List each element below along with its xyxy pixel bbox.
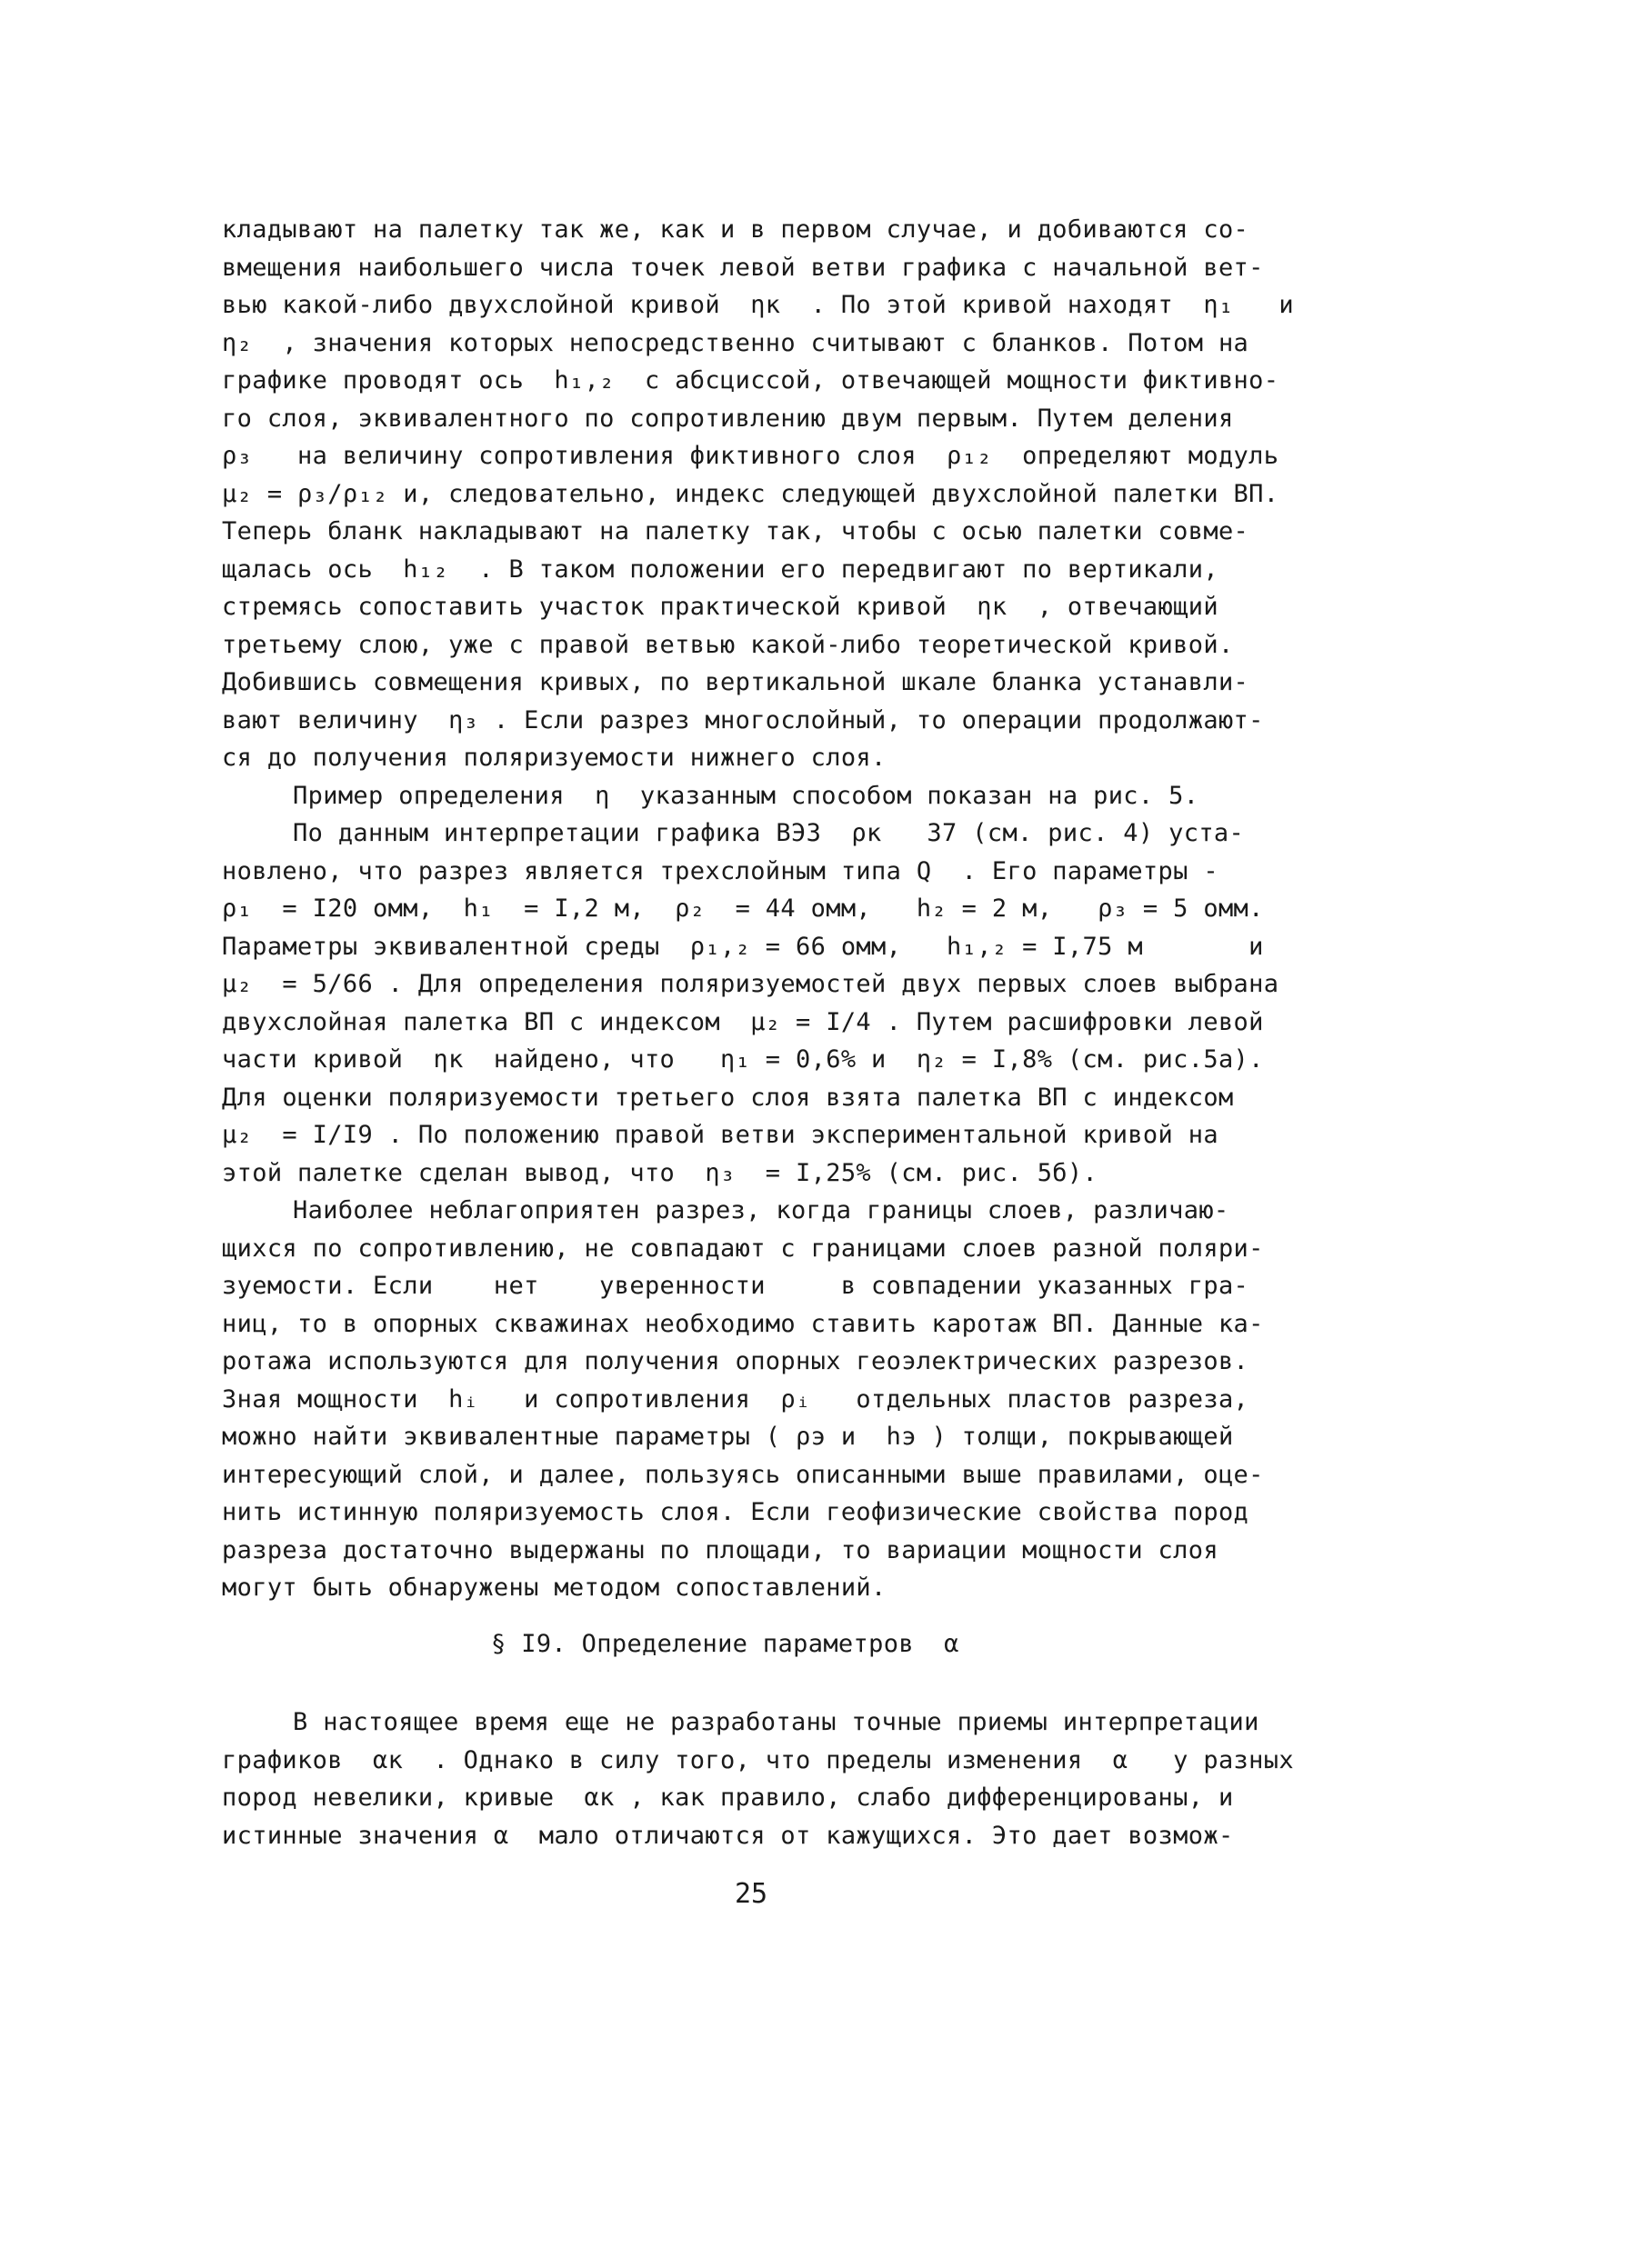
text-line: В настоящее время еще не разработаны точные приемы интерпретации — [293, 1708, 1259, 1736]
text-line: го слоя, эквивалентного по сопротивлению двум первым. Путем деления — [222, 404, 1234, 433]
text-line: Параметры эквивалентной среды ρ₁,₂ = 66 омм, h₁,₂ = I,75 м и — [222, 932, 1264, 961]
section-heading: § I9. Определение параметров α — [491, 1630, 959, 1658]
text-line: пород невелики, кривые αк , как правило, слабо дифференцированы, и — [222, 1783, 1234, 1812]
text-line: вмещения наибольшего числа точек левой ветви графика с начальной вет- — [222, 253, 1264, 282]
text-line: Зная мощности hᵢ и сопротивления ρᵢ отдельных пластов разреза, — [222, 1384, 1249, 1414]
text-line: разреза достаточно выдержаны по площади, то вариации мощности слоя — [222, 1535, 1218, 1564]
text-line: Пример определения η указанным способом показан на рис. 5. — [293, 781, 1199, 810]
text-line: могут быть обнаружены методом сопоставлений. — [222, 1574, 887, 1602]
text-line: вью какой-либо двухслойной кривой ηк . По этой кривой находят η₁ и — [222, 291, 1294, 319]
text-line: новлено, что разрез является трехслойным типа Q . Его параметры - — [222, 856, 1218, 885]
page-number: 25 — [735, 1878, 768, 1910]
text-line: двухслойная палетка ВП с индексом μ₂ = I/4 . Путем расшифровки левой — [222, 1007, 1264, 1036]
text-line: графиков αк . Однако в силу того, что пределы изменения α у разных — [222, 1745, 1294, 1774]
text-line: вают величину η₃ . Если разрез многослойный, то операции продолжают- — [222, 705, 1264, 734]
text-line: кладывают на палетку так же, как и в первом случае, и добиваются со- — [222, 215, 1249, 244]
text-line: μ₂ = ρ₃/ρ₁₂ и, следовательно, индекс следующей двухслойной палетки ВП. — [222, 479, 1279, 508]
text-line: Для оценки поляризуемости третьего слоя взята палетка ВП с индексом — [222, 1083, 1234, 1112]
text-line: ρ₁ = I20 омм, h₁ = I,2 м, ρ₂ = 44 омм, h₂ = 2 м, ρ₃ = 5 омм. — [222, 894, 1264, 923]
text-line: ротажа используются для получения опорных геоэлектрических разрезов. — [222, 1347, 1249, 1375]
text-line: части кривой ηк найдено, что η₁ = 0,6% и η₂ = I,8% (см. рис.5а). — [222, 1045, 1264, 1074]
text-line: нить истинную поляризуемость слоя. Если геофизические свойства пород — [222, 1498, 1249, 1526]
body-text-block-2 — [222, 1703, 1304, 1854]
text-line: стремясь сопоставить участок практической кривой ηк , отвечающий — [222, 593, 1218, 621]
text-line: этой палетке сделан вывод, что η₃ = I,25% (см. рис. 5б). — [222, 1158, 1098, 1187]
text-line: Добившись совмещения кривых, по вертикальной шкале бланка устанавли- — [222, 668, 1249, 696]
text-line: η₂ , значения которых непосредственно считывают с бланков. Потом на — [222, 328, 1249, 357]
text-line: Теперь бланк накладывают на палетку так, чтобы с осью палетки совме- — [222, 517, 1249, 545]
text-line: По данным интерпретации графика ВЭЗ ρк 37 (см. рис. 4) уста- — [293, 819, 1245, 847]
body-text-block-1 — [222, 211, 1304, 1607]
text-line: можно найти эквивалентные параметры ( ρэ и hэ ) толщи, покрывающей — [222, 1423, 1234, 1451]
text-line: истинные значения α мало отличаются от кажущихся. Это дает возмож- — [222, 1821, 1234, 1850]
text-line: ρ₃ на величину сопротивления фиктивного слоя ρ₁₂ определяют модуль — [222, 442, 1279, 470]
text-line: интересующий слой, и далее, пользуясь описанными выше правилами, оце- — [222, 1460, 1264, 1489]
text-line: μ₂ = 5/66 . Для определения поляризуемостей двух первых слоев выбрана — [222, 970, 1279, 998]
text-line: ся до получения поляризуемости нижнего слоя. — [222, 744, 887, 772]
text-line: графике проводят ось h₁,₂ с абсциссой, отвечающей мощности фиктивно- — [222, 366, 1279, 395]
text-line: щалась ось h₁₂ . В таком положении его передвигают по вертикали, — [222, 555, 1218, 584]
text-line: Наиболее неблагоприятен разрез, когда границы слоев, различаю- — [293, 1196, 1229, 1224]
text-line: зуемости. Если нет уверенности в совпадении указанных гра- — [222, 1272, 1249, 1300]
text-line: μ₂ = I/I9 . По положению правой ветви экспериментальной кривой на — [222, 1121, 1218, 1149]
text-line: третьему слою, уже с правой ветвью какой-либо теоретической кривой. — [222, 630, 1234, 659]
text-line: щихся по сопротивлению, не совпадают с границами слоев разной поляри- — [222, 1234, 1264, 1263]
text-line: ниц, то в опорных скважинах необходимо ставить каротаж ВП. Данные ка- — [222, 1309, 1264, 1338]
